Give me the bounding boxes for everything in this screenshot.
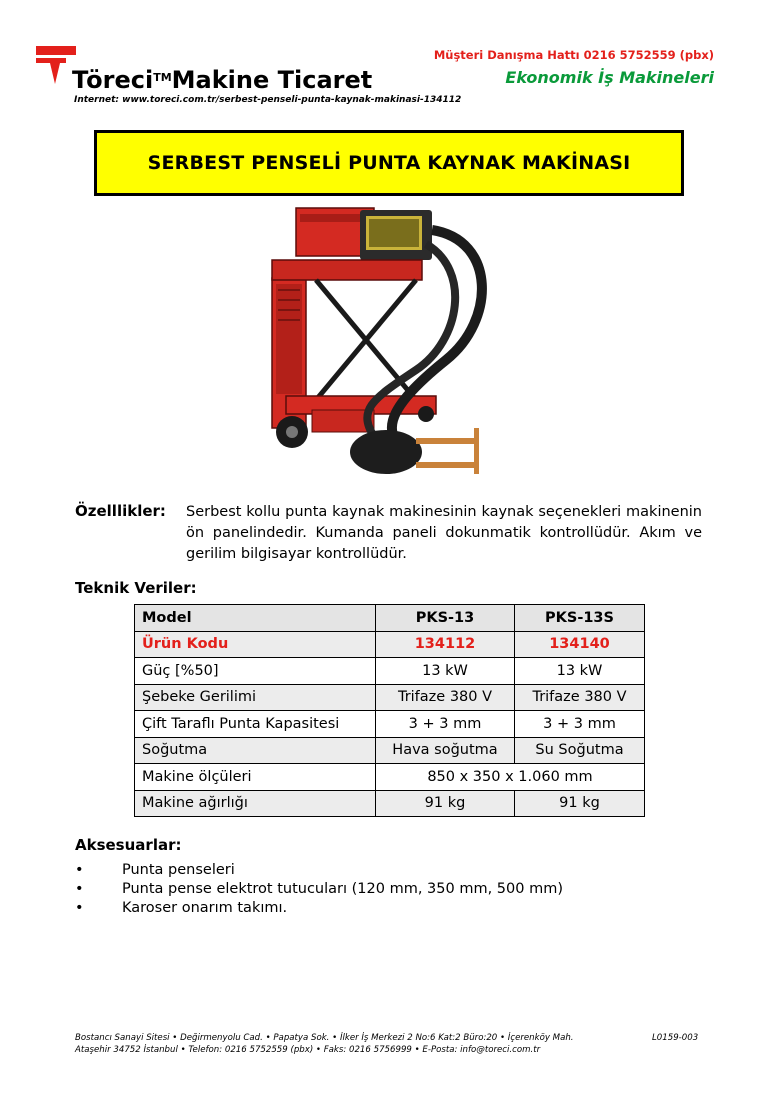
row-label: Güç [%50] [135, 658, 376, 685]
row-label: Makine ölçüleri [135, 764, 376, 791]
website-url[interactable]: Internet: www.toreci.com.tr/serbest-penseli-punta-kaynak-makinasi-134112 [74, 95, 462, 105]
row-value: 3 + 3 mm [376, 711, 515, 738]
row-value: Trifaze 380 V [376, 684, 515, 711]
page-title: SERBEST PENSELİ PUNTA KAYNAK MAKİNASI [94, 130, 684, 196]
spot-welder-machine-image [256, 200, 512, 490]
features-label: Özelllikler: [75, 502, 166, 520]
bullet: • [75, 900, 84, 916]
accessories-list [75, 861, 563, 918]
header-cell-model: Model [135, 605, 376, 632]
accessories-label: Aksesuarlar: [75, 836, 182, 854]
row-value: 91 kg [515, 790, 645, 817]
table-row [135, 790, 645, 817]
company-name [72, 66, 372, 94]
row-label: Soğutma [135, 737, 376, 764]
list-item-text: Karoser onarım takımı. [122, 900, 288, 916]
table-row [135, 684, 645, 711]
table-row [135, 764, 645, 791]
table-header-row [135, 605, 645, 632]
row-value: 91 kg [376, 790, 515, 817]
toreci-logo-icon [36, 46, 76, 86]
specifications-table [134, 604, 645, 817]
customer-hotline: Müşteri Danışma Hattı 0216 5752559 (pbx) [433, 48, 714, 62]
list-item-text: Punta pense elektrot tutucuları (120 mm, 350 mm, 500 mm) [122, 881, 563, 897]
row-value: 13 kW [376, 658, 515, 685]
technical-data-label: Teknik Veriler: [75, 579, 197, 597]
list-item-text: Punta penseleri [122, 862, 235, 878]
footer-address-line: Bostancı Sanayi Sitesi • Değirmenyolu Cad. • Papatya Sok. • İlker İş Merkezi 2 No:6 Kat:2 Büro:20 • İçerenköy Mah. [75, 1033, 574, 1043]
document-code: L0159-003 [652, 1033, 699, 1043]
header-cell-pks13s: PKS-13S [515, 605, 645, 632]
bullet: • [75, 862, 84, 878]
row-value-merged: 850 x 350 x 1.060 mm [376, 764, 645, 791]
row-label: Şebeke Gerilimi [135, 684, 376, 711]
row-label: Çift Taraflı Punta Kapasitesi [135, 711, 376, 738]
brand-rest: Makine Ticaret [171, 66, 373, 94]
brand-name: Töreci [72, 66, 154, 94]
header-cell-pks13: PKS-13 [376, 605, 515, 632]
row-value: 3 + 3 mm [515, 711, 645, 738]
bullet: • [75, 881, 84, 897]
table-row [135, 658, 645, 685]
footer-contact-line: Ataşehir 34752 İstanbul • Telefon: 0216 5752559 (pbx) • Faks: 0216 5756999 • E-Posta: info@toreci.com.tr [75, 1045, 541, 1055]
product-code-label: Ürün Kodu [135, 631, 376, 658]
product-code-pks13s: 134140 [515, 631, 645, 658]
row-label: Makine ağırlığı [135, 790, 376, 817]
product-code-pks13: 134112 [376, 631, 515, 658]
row-value: Su Soğutma [515, 737, 645, 764]
slogan: Ekonomik İş Makineleri [505, 68, 714, 87]
features-text: Serbest kollu punta kaynak makinesinin kaynak seçenekleri makinenin ön panelindedir. Kumanda paneli dokunmatik kontrollüdür. Akım ve gerilim bilgisayar kontrollüdür. [186, 504, 702, 562]
table-row [135, 737, 645, 764]
row-value: 13 kW [515, 658, 645, 685]
list-item [75, 880, 563, 899]
list-item [75, 861, 563, 880]
trademark-mark: TM [153, 71, 172, 84]
row-value: Hava soğutma [376, 737, 515, 764]
list-item [75, 899, 563, 918]
product-code-row [135, 631, 645, 658]
table-row [135, 711, 645, 738]
row-value: Trifaze 380 V [515, 684, 645, 711]
